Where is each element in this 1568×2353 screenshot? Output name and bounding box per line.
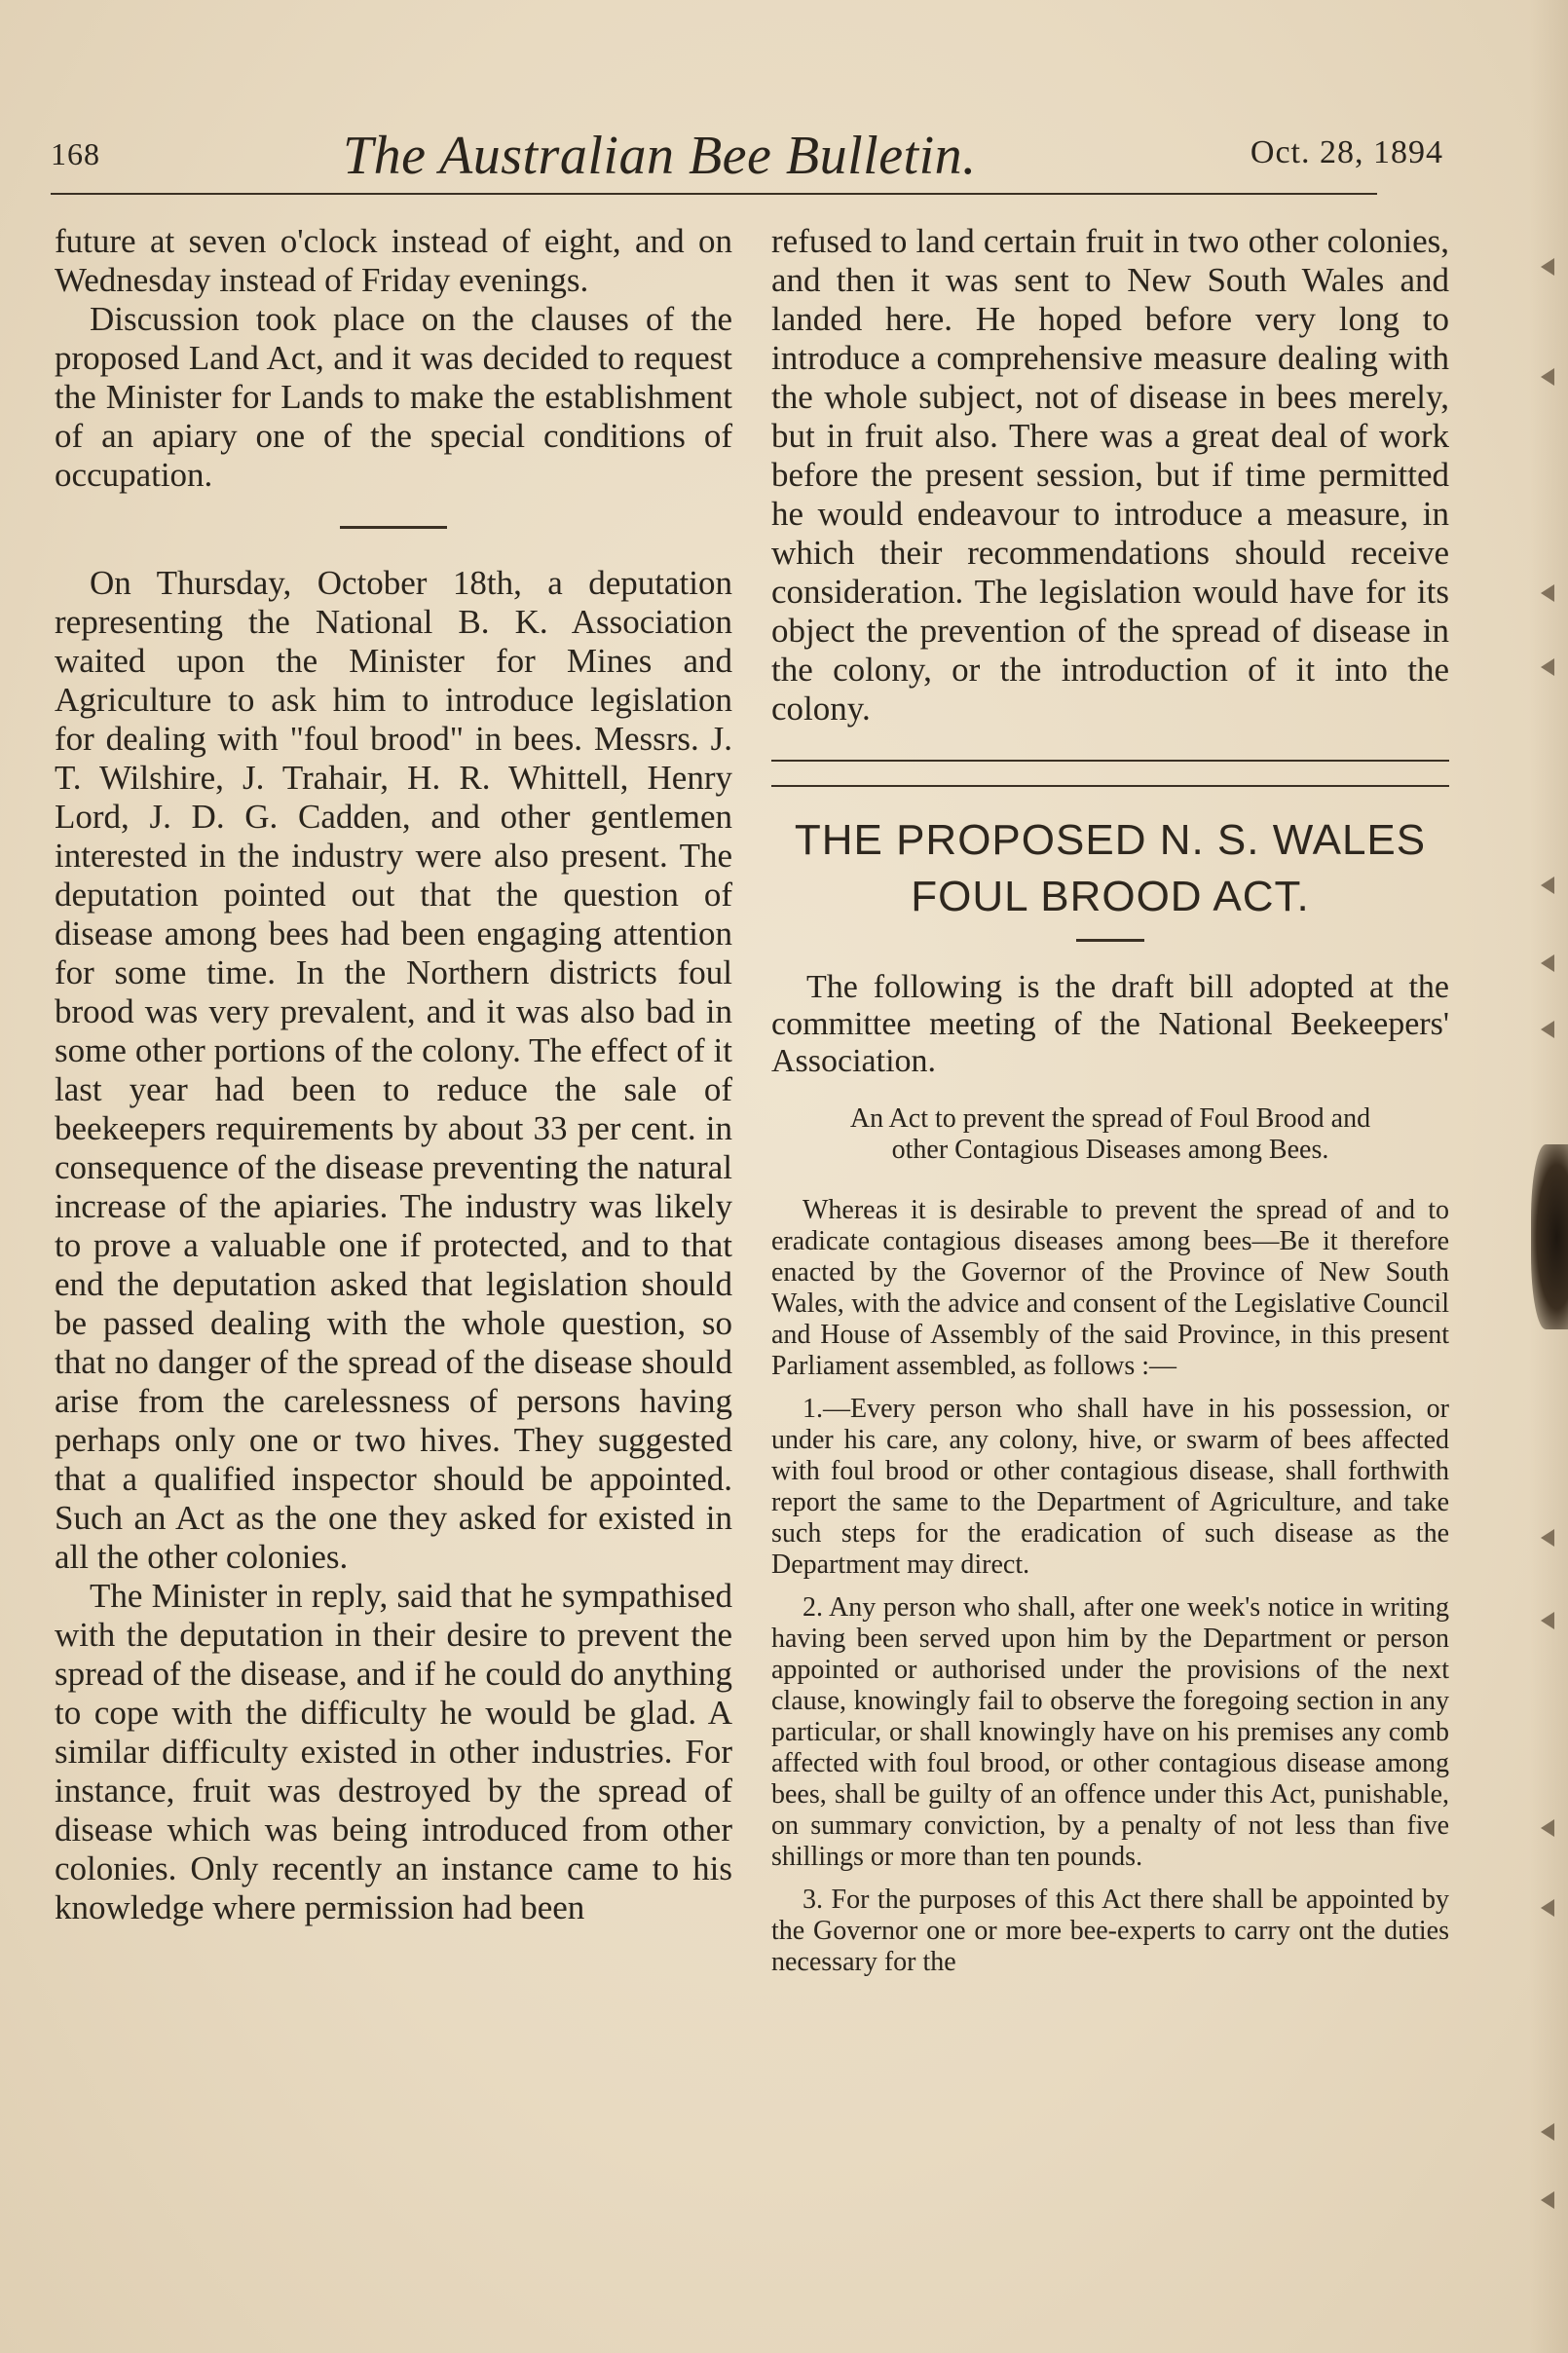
paragraph: Discussion took place on the clauses of the proposed Land Act, and it was decided to request the Minister for Lands to make the establishment of an apiary one of the special conditions of occupation. xyxy=(55,300,732,494)
edge-tab-mark xyxy=(1541,954,1554,972)
edge-tab-mark xyxy=(1541,658,1554,676)
right-column xyxy=(771,222,1449,1978)
issue-date: Oct. 28, 1894 xyxy=(1250,134,1443,170)
edge-tab-mark xyxy=(1541,1612,1554,1629)
paragraph: refused to land certain fruit in two other colonies, and then it was sent to New South Wales and landed here. He hoped before very long to introduce a comprehensive measure dealing with the whole subject, not of disease in bees merely, but in fruit also. There was a great deal of work before the present session, but if time permitted he would endeavour to introduce a measure, in which their recommendations should receive consideration. The legislation would have for its object the prevention of the spread of disease in the colony, or the introduction of it into the colony. xyxy=(771,222,1449,728)
header-rule xyxy=(51,193,1377,195)
heading-line: FOUL BROOD ACT. xyxy=(911,873,1310,920)
act-title-line: other Contagious Diseases among Bees. xyxy=(891,1135,1329,1165)
article-divider xyxy=(771,760,1449,787)
edge-tab-mark xyxy=(1541,1899,1554,1917)
heading-line: THE PROPOSED N. S. WALES xyxy=(794,816,1427,864)
journal-title: The Australian Bee Bulletin. xyxy=(343,126,977,186)
edge-tab-mark xyxy=(1541,1021,1554,1038)
act-title-line: An Act to prevent the spread of Foul Brood and xyxy=(849,1103,1371,1134)
paragraph: The following is the draft bill adopted at the committee meeting of the National Beekeepers' Association. xyxy=(771,969,1449,1079)
act-section: 3. For the purposes of this Act there shall be appointed by the Governor one or more bee-experts to carry ont the duties necessary for the xyxy=(771,1885,1449,1977)
heading-dash xyxy=(1076,939,1144,942)
page-number: 168 xyxy=(51,136,100,171)
article-heading xyxy=(771,812,1449,925)
page-header xyxy=(51,125,1443,193)
paragraph: future at seven o'clock instead of eight, and on Wednesday instead of Friday evenings. xyxy=(55,222,732,299)
edge-tab-mark xyxy=(1541,2123,1554,2141)
act-preamble: Whereas it is desirable to prevent the spread of and to eradicate contagious diseases among bees—Be it therefore enacted by the Governor of the Province of New South Wales, with the advice and consent of the Legislative Council and House of Assembly of the said Province, in this present Parliament assembled, as follows :— xyxy=(771,1195,1449,1381)
paragraph: The Minister in reply, said that he sympathised with the deputation in their desire to prevent the spread of the disease, and if he could do anything to cope with the difficulty he would be glad. A similar difficulty existed in other industries. For instance, fruit was destroyed by the spread of disease which was being introduced from other colonies. Only recently an instance came to his knowledge where permission had been xyxy=(55,1577,732,1926)
act-body xyxy=(771,1195,1449,1978)
edge-tab-mark xyxy=(1541,877,1554,894)
edge-tab-mark xyxy=(1541,368,1554,386)
article-intro xyxy=(771,969,1449,1080)
edge-tab-mark xyxy=(1541,584,1554,602)
act-section: 2. Any person who shall, after one week's notice in writing having been served upon him by the Department or person appointed or authorised under the provisions of the next clause, knowingly fail to observe the foregoing section in any particular, or shall knowingly have on his premises any comb affected with foul brood, or other contagious disease among bees, shall be guilty of an offence under this Act, punishable, on summary conviction, by a penalty of not less than five shillings or more than ten pounds. xyxy=(771,1592,1449,1872)
article-continuation xyxy=(771,222,1449,728)
act-title xyxy=(771,1103,1449,1166)
left-column xyxy=(55,222,732,1927)
edge-tab-mark xyxy=(1541,258,1554,276)
burn-stain xyxy=(1531,1144,1568,1329)
edge-tab-mark xyxy=(1541,1529,1554,1547)
edge-tab-mark xyxy=(1541,1819,1554,1837)
paragraph: On Thursday, October 18th, a deputation representing the National B. K. Association waited upon the Minister for Mines and Agriculture to ask him to introduce legislation for dealing with "foul brood" in bees. Messrs. J. T. Wilshire, J. Trahair, H. R. Whittell, Henry Lord, J. D. G. Cadden, and other gentlemen interested in the industry were also present. The deputation pointed out that the question of disease among bees had been engaging attention for some time. In the Northern districts foul brood was very prevalent, and it was also bad in some other portions of the colony. The effect of it last year had been to reduce the sale of beekeepers requirements by about 33 per cent. in consequence of the disease preventing the natural increase of the apiaries. The industry was likely to prove a valuable one if protected, and to that end the deputation asked that legislation should be passed dealing with the whole question, so that no danger of the spread of the disease should arise from the carelessness of persons having perhaps only one or two hives. They suggested that a qualified inspector should be appointed. Such an Act as the one they asked for existed in all the other colonies. xyxy=(55,564,732,1576)
act-section: 1.—Every person who shall have in his possession, or under his care, any colony, hive, or swarm of bees affected with foul brood or other contagious disease, shall forthwith report the same to the Department of Agriculture, and take such steps for the eradication of such disease as the Department may direct. xyxy=(771,1394,1449,1580)
edge-tab-mark xyxy=(1541,2191,1554,2209)
section-divider xyxy=(340,526,447,529)
